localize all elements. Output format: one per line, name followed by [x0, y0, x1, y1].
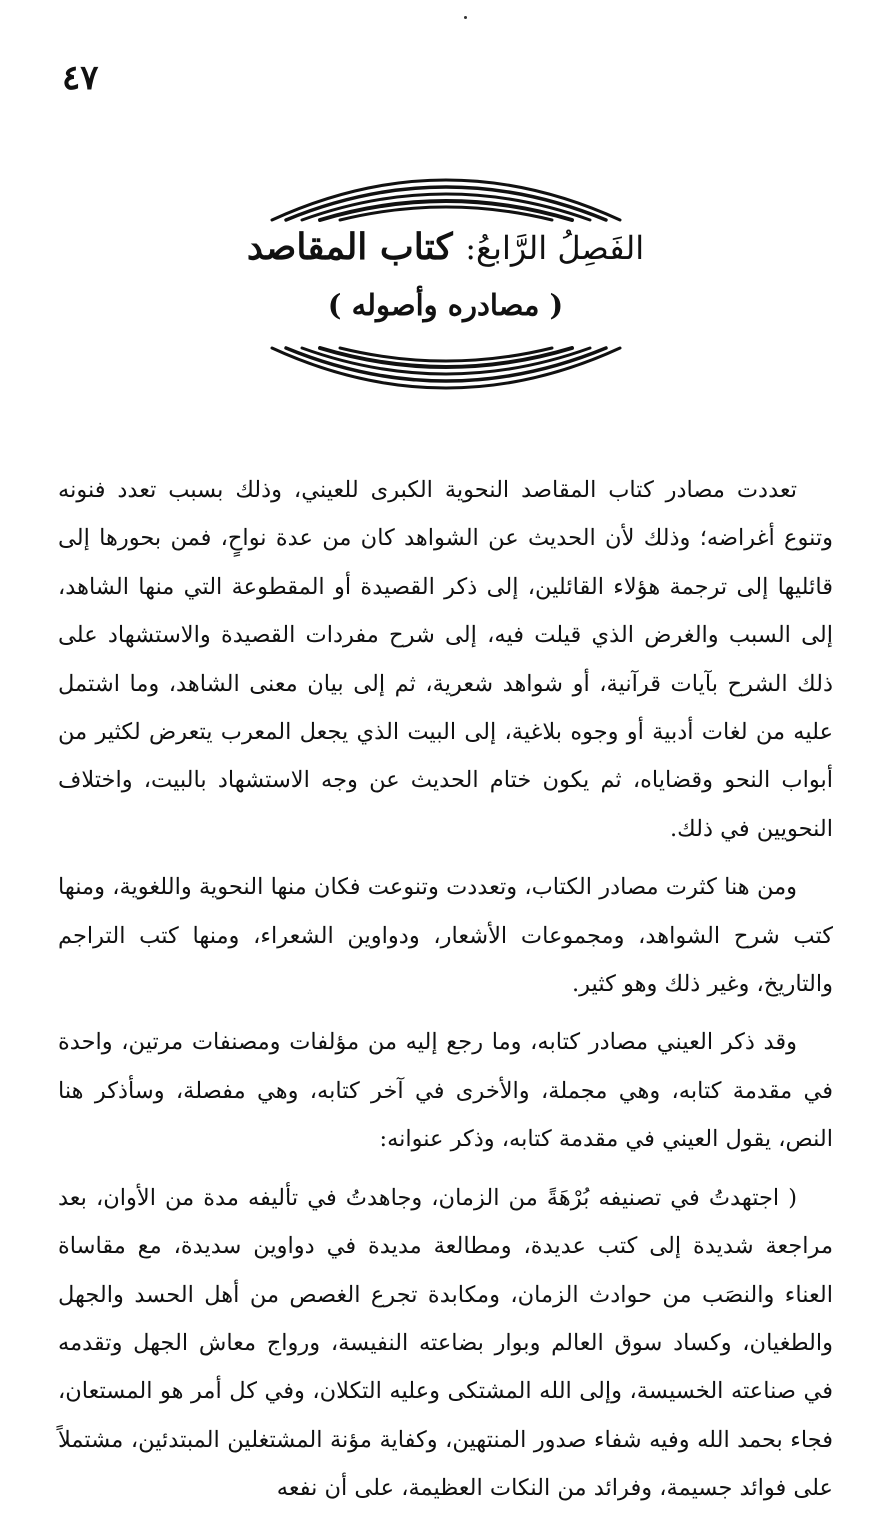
chapter-title: [0, 222, 891, 273]
page-number: ٤٧: [62, 58, 99, 98]
body-text: [58, 466, 833, 1513]
chapter-title-text: كتاب المقاصد: [246, 226, 453, 268]
ornament-top-arcs: [270, 158, 622, 222]
paragraph: تعددت مصادر كتاب المقاصد النحوية الكبرى للعيني، وذلك بسبب تعدد فنونه وتنوع أغراضه؛ وذلك لأن الحديث عن الشواهد كان من عدة نواحٍ، فمن بحورها إلى قائليها إلى ترجمة هؤلاء القائلين، إلى ذكر القصيدة أو المقطوعة التي منها الشاهد، إلى السبب والغرض الذي قيلت فيه، إلى شرح مفردات القصيدة والاستشهاد على ذلك الشرح بآيات قرآنية، أو شواهد شعرية، ثم إلى بيان معنى الشاهد، وما اشتمل عليه من لغات أدبية أو وجوه بلاغية، إلى البيت الذي يجعل المعرب يتعرض لكثير من أبواب النحو وقضاياه، ثم يكون ختام الحديث عن وجه الاستشهاد بالبيت، واختلاف النحويين في ذلك.: [58, 477, 833, 842]
chapter-label: الفَصِلُ الرَّابعُ:: [465, 229, 645, 267]
page-mark: [464, 16, 467, 19]
paragraph: وقد ذكر العيني مصادر كتابه، وما رجع إليه من مؤلفات ومصنفات مرتين، واحدة في مقدمة كتابه، وهي مجملة، والأخرى في آخر كتابه، وهي مفصلة، وسأذكر هنا النص، يقول العيني في مقدمة كتابه، وذكر عنوانه:: [58, 1029, 833, 1153]
paragraph: ومن هنا كثرت مصادر الكتاب، وتعددت وتنوعت فكان منها النحوية واللغوية، ومنها كتب شرح الشواهد، ومجموعات الأشعار، ودواوين الشعراء، ومنها كتب التراجم والتاريخ، وغير ذلك وهو كثير.: [58, 874, 833, 998]
chapter-subtitle: ( مصادره وأصوله ): [327, 288, 564, 322]
ornament-bottom-arcs: [270, 346, 622, 410]
quotation-paragraph: ( اجتهدتُ في تصنيفه بُرْهَةً من الزمان، وجاهدتُ في تأليفه مدة من الأوان، بعد مراجعة شديدة إلى كتب عديدة، ومطالعة مديدة في دواوين سديدة، مع مقاساة العناء والنصَب من حوادث الزمان، ومكابدة تجرع الغصص من أهل الحسد والجهل والطغيان، وكساد سوق العالم وبوار بضاعته النفيسة، ورواج معاش الجهل وتقدمه في صناعته الخسيسة، وإلى الله المشتكى وعليه التكلان، وفي كل أمر هو المستعان، فجاء بحمد الله وفيه شفاء صدور المنتهين، وكفاية مؤنة المشتغلين المبتدئين، مشتملاً على فوائد جسيمة، وفرائد من النكات العظيمة، على أن نفعه: [58, 1184, 833, 1502]
